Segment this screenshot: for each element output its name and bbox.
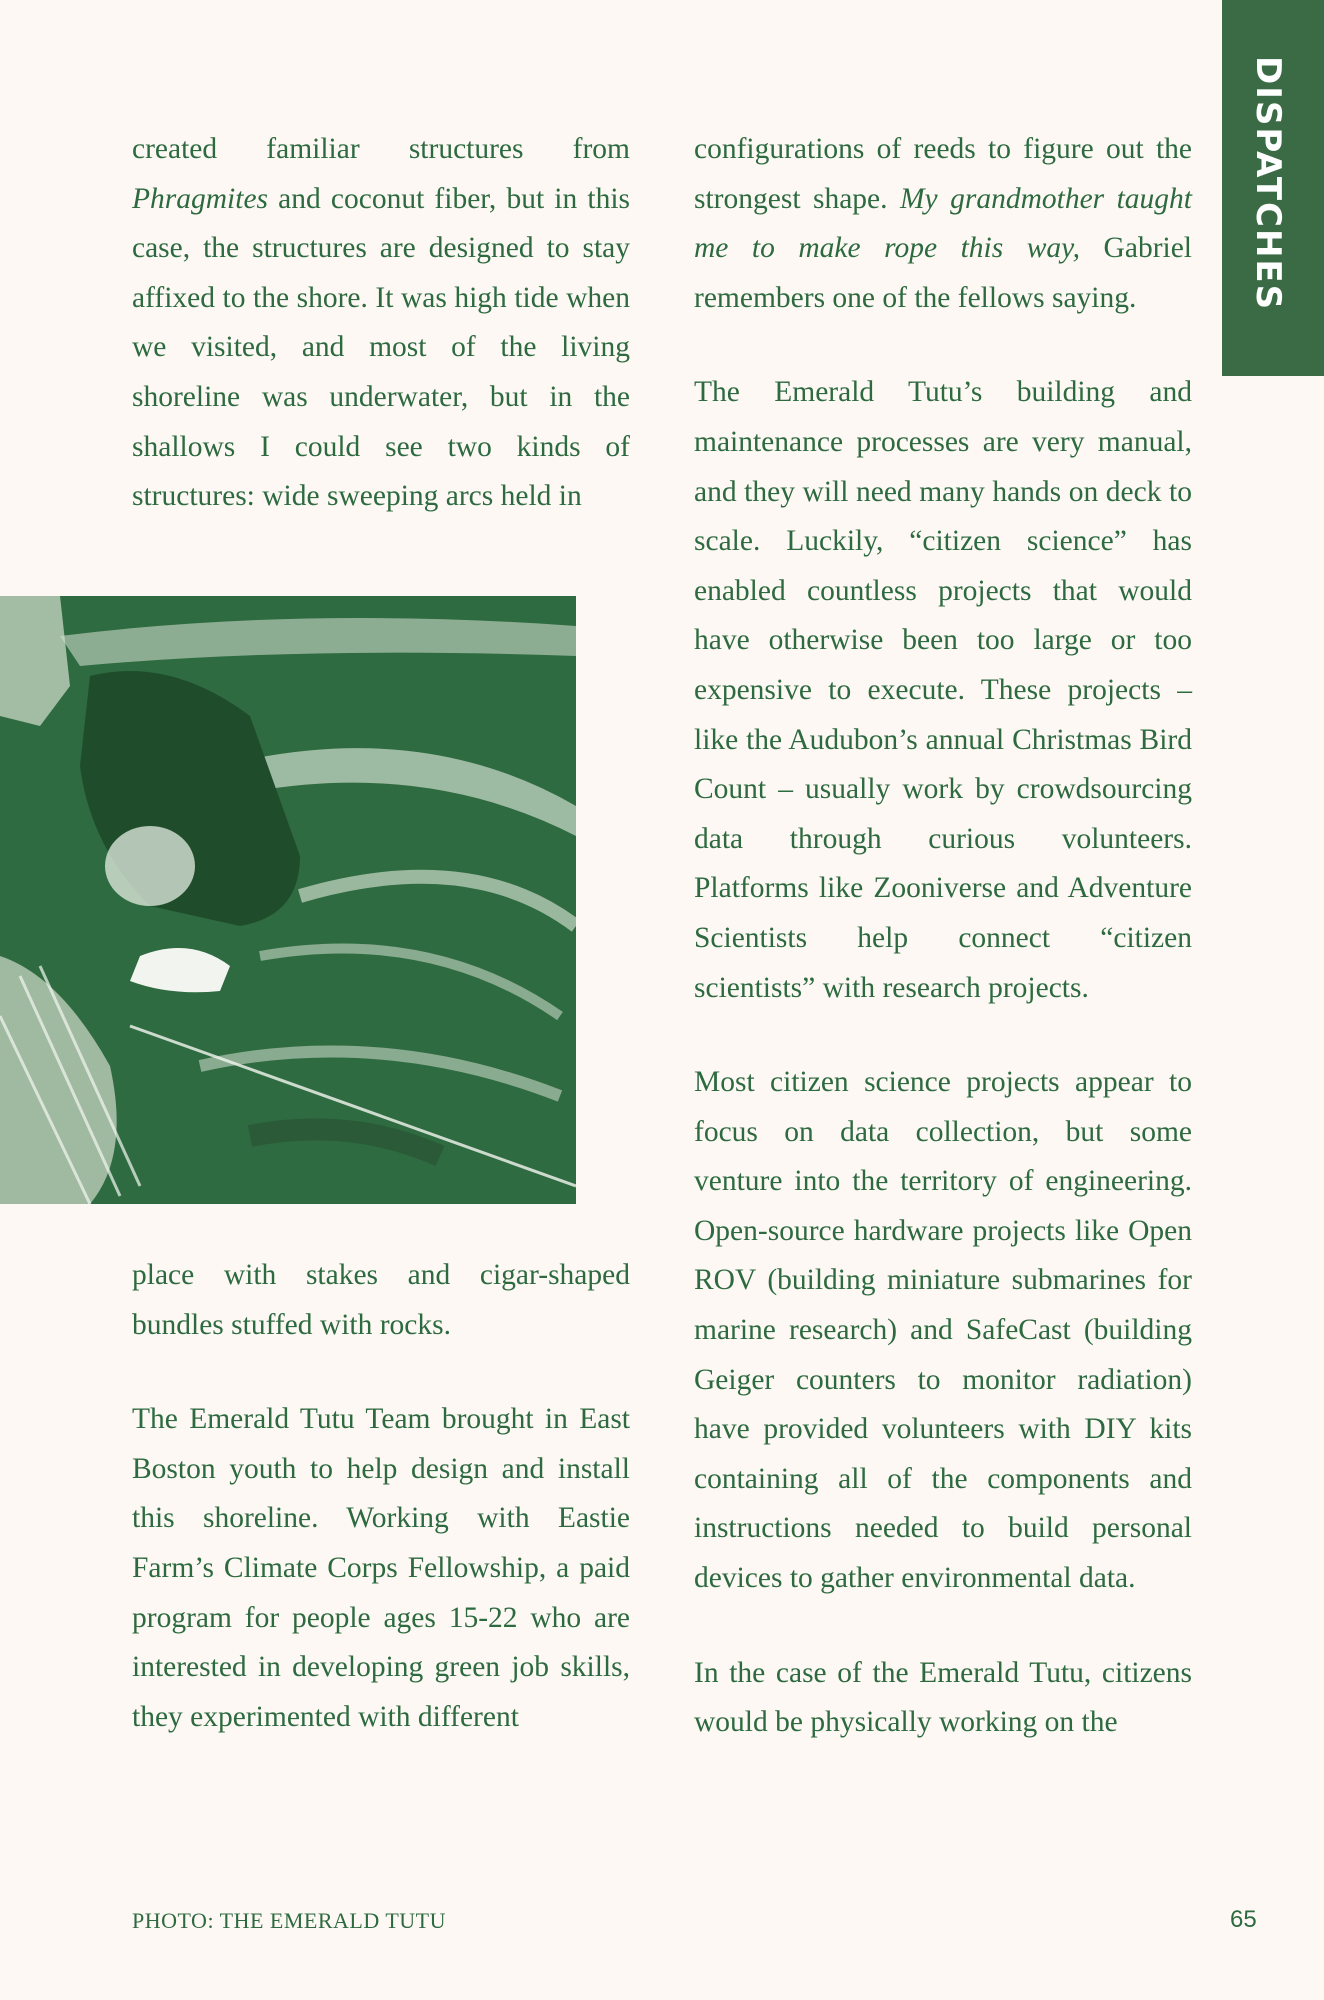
right-paragraph-1 bbox=[694, 125, 1192, 323]
left-paragraph-3: The Emerald Tutu Team brought in East Boston youth to help design and install this shoreline. Working with Eastie Farm’s Climate Corps Fellowship, a paid program for people ages 15-22 who are interested in developing green job skills, they experimented with different bbox=[132, 1403, 630, 1733]
right-column bbox=[694, 125, 1192, 1748]
photo-caption: PHOTO: THE EMERALD TUTU bbox=[132, 1908, 446, 1933]
right-paragraph-2: The Emerald Tutu’s building and maintenance processes are very manual, and they will need many hands on deck to scale. Luckily, “citizen science” has enabled countless projects that would have otherwise been too large or too expensive to execute. These projects – like the Audubon’s annual Christmas Bird Count – usually work by crowdsourcing data through curious volunteers. Platforms like Zooniverse and Adventure Scientists help connect “citizen scientists” with research projects. bbox=[694, 376, 1192, 1004]
left-p1-text-a: created familiar structures from bbox=[132, 133, 630, 165]
right-p1-italic: My grandmother taught me to make rope this way, bbox=[694, 182, 1192, 265]
left-column-bottom bbox=[132, 1251, 630, 1742]
section-tab-label: DISPATCHES bbox=[1248, 56, 1288, 312]
right-paragraph-4: In the case of the Emerald Tutu, citizens would be physically working on the bbox=[694, 1656, 1192, 1739]
left-column-top bbox=[132, 125, 630, 522]
left-paragraph-2: place with stakes and cigar-shaped bundles stuffed with rocks. bbox=[132, 1259, 630, 1341]
photo-illustration bbox=[0, 596, 576, 1204]
left-p1-text-b: and coconut fiber, but in this case, the structures are designed to stay affixed to the shore. It was high tide when we visited, and most of the living shoreline was underwater, but in the shallows I could see two kinds of structures: wide sweeping arcs held in bbox=[132, 182, 630, 513]
photo-shoreline-workers bbox=[0, 596, 576, 1204]
left-paragraph-1 bbox=[132, 125, 630, 522]
right-p1-text-b: Gabriel remembers one of the fellows saying. bbox=[694, 232, 1193, 314]
page-number: 65 bbox=[1230, 1906, 1257, 1933]
right-p1-text-a: configurations of reeds to figure out the strongest shape. bbox=[694, 133, 1192, 215]
left-p1-italic: Phragmites bbox=[132, 182, 269, 215]
right-paragraph-3: Most citizen science projects appear to focus on data collection, but some venture into the territory of engineering. Open-source hardware projects like Open ROV (building miniature submarines for marine research) and SafeCast (building Geiger counters to monitor radiation) have provided volunteers with DIY kits containing all of the components and instructions needed to build personal devices to gather environmental data. bbox=[694, 1066, 1192, 1595]
